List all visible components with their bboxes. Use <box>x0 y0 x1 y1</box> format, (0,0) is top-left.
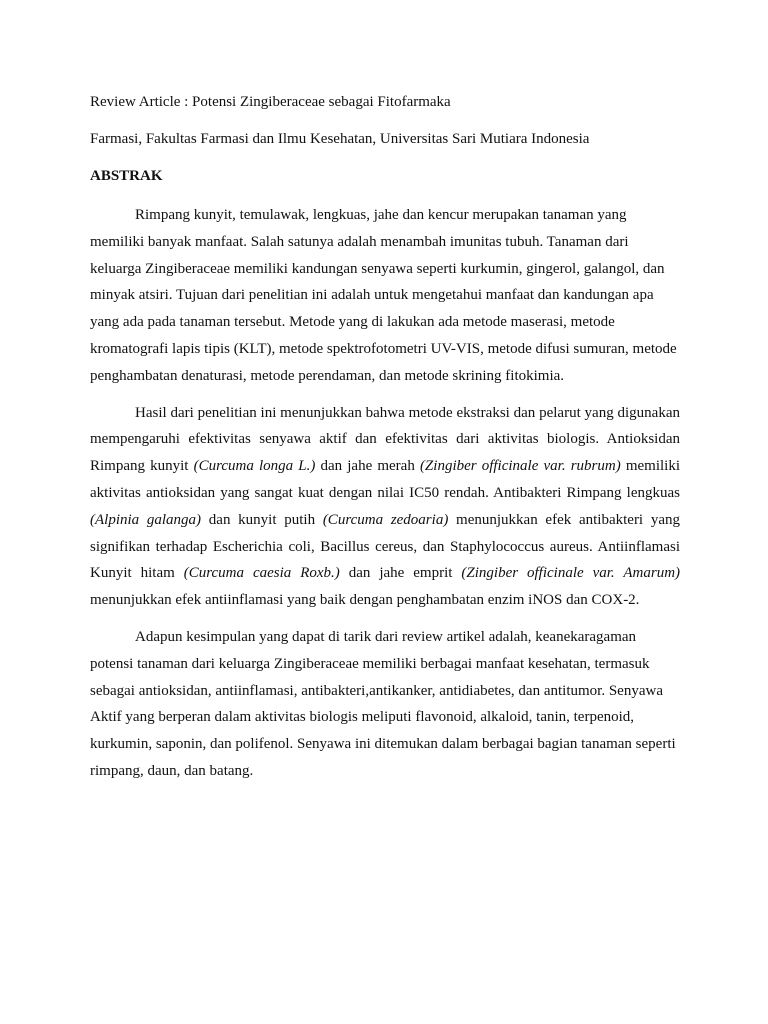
abstract-paragraph-1: Rimpang kunyit, temulawak, lengkuas, jahe dan kencur merupakan tanaman yang memiliki banyak manfaat. Salah satunya adalah menambah imunitas tubuh. Tanaman dari keluarga Zingiberaceae memiliki kandungan senyawa seperti kurkumin, gingerol, galangol, dan minyak atsiri. Tujuan dari penelitian ini adalah untuk mengetahui manfaat dan kandungan apa yang ada pada tanaman tersebut. Metode yang di lakukan ada metode maserasi, metode kromatografi lapis tipis (KLT), metode spektrofotometri UV-VIS, metode difusi sumuran, metode penghambatan denaturasi, metode perendaman, dan metode skrining fitokimia. <box>90 207 677 384</box>
species-name-curcuma-longa: (Curcuma longa L.) <box>193 458 316 475</box>
abstract-heading: ABSTRAK <box>90 168 163 184</box>
species-name-zingiber-rubrum: (Zingiber officinale var. rubrum) <box>419 458 621 475</box>
species-name-curcuma-zedoaria: (Curcuma zedoaria) <box>322 511 449 528</box>
abstract-paragraph-2 <box>90 400 680 614</box>
author-affiliation: Farmasi, Fakultas Farmasi dan Ilmu Kesehatan, Universitas Sari Mutiara Indonesia <box>90 131 590 147</box>
paragraph-2-text: memiliki aktivitas antioksidan yang sangat kuat dengan nilai IC50 rendah. Antibakteri Rimpang lengkuas <box>90 458 680 501</box>
paragraph-2-text: menunjukkan efek antiinflamasi yang baik dengan penghambatan enzim iNOS dan COX-2. <box>90 592 640 609</box>
species-name-zingiber-amarum: (Zingiber officinale var. Amarum) <box>461 565 681 582</box>
article-title: Review Article : Potensi Zingiberaceae sebagai Fitofarmaka <box>90 94 451 110</box>
abstract-paragraph-3: Adapun kesimpulan yang dapat di tarik dari review artikel adalah, keanekaragaman potensi tanaman dari keluarga Zingiberaceae memiliki berbagai manfaat kesehatan, termasuk sebagai antioksidan, antiinflamasi, antibakteri,antikanker, antidiabetes, dan antitumor. Senyawa Aktif yang berperan dalam aktivitas biologis meliputi flavonoid, alkaloid, tanin, terpenoid, kurkumin, saponin, dan polifenol. Senyawa ini ditemukan dalam berbagai bagian tanaman seperti rimpang, daun, dan batang. <box>90 628 676 779</box>
paragraph-2-text: dan kunyit putih <box>201 511 323 528</box>
species-name-curcuma-caesia: (Curcuma caesia Roxb.) <box>183 565 340 582</box>
paragraph-2-text: dan jahe emprit <box>339 565 462 582</box>
species-name-alpinia-galanga: (Alpinia galanga) <box>90 511 202 528</box>
document-body <box>90 91 680 795</box>
paragraph-2-text: dan jahe merah <box>315 458 420 475</box>
paragraph-2-text: Hasil dari penelitian ini menunjukkan bahwa metode ekstraksi dan pelarut yang digunakan mempengaruhi efektivitas senyawa aktif dan efektivitas dari aktivitas biologis. Antioksidan Rimpang kunyit <box>90 404 680 475</box>
paragraph-2-text: menunjukkan efek antibakteri yang signifikan terhadap Escherichia coli, Bacillus cereus, dan Staphylococcus aureus. Antiinflamasi Kunyit hitam <box>90 511 680 582</box>
